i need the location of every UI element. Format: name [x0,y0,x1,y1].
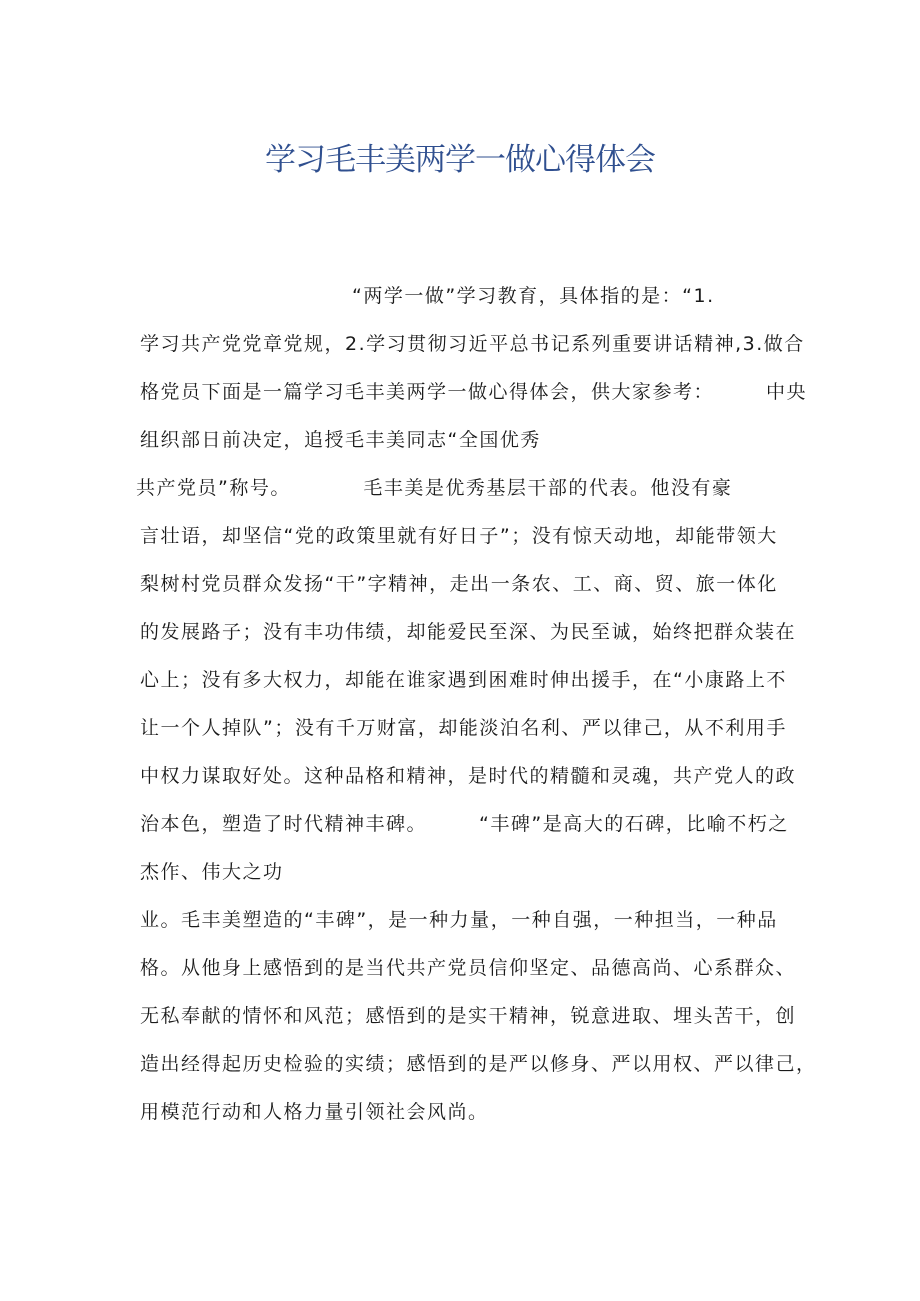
body-line-17: 造出经得起历史检验的实绩；感悟到的是严以修身、严以用权、严以律己， [140,1053,817,1075]
body-line-14: 业。毛丰美塑造的“丰碑”，是一种力量，一种自强，一种担当，一种品 [140,909,778,931]
body-line-15: 格。从他身上感悟到的是当代共产党员信仰坚定、品德高尚、心系群众、 [140,957,797,979]
body-line-10: 让一个人掉队”；没有千万财富，却能淡泊名利、严以律己，从不利用手 [140,717,787,739]
body-line-3: 格党员下面是一篇学习毛丰美两学一做心得体会，供大家参考： 中央 [140,381,808,403]
body-line-8: 的发展路子；没有丰功伟绩，却能爱民至深、为民至诚，始终把群众装在 [140,621,797,643]
body-line-1: “两学一做”学习教育，具体指的是：“1. [352,285,715,307]
body-line-2: 学习共产党党章党规，2.学习贯彻习近平总书记系列重要讲话精神,3.做合 [140,333,805,355]
body-line-11: 中权力谋取好处。这种品格和精神，是时代的精髓和灵魂，共产党人的政 [140,765,797,787]
body-line-16: 无私奉献的情怀和风范；感悟到的是实干精神，锐意进取、埋头苦干，创 [140,1005,797,1027]
body-line-18: 用模范行动和人格力量引领社会风尚。 [140,1101,489,1123]
body-line-13: 杰作、伟大之功 [140,861,284,883]
body-line-7: 梨树村党员群众发扬“干”字精神，走出一条农、工、商、贸、旅一体化 [140,573,778,595]
body-line-4: 组织部日前决定，追授毛丰美同志“全国优秀 [140,429,541,451]
body-line-5: 共产党员”称号。 毛丰美是优秀基层干部的代表。他没有豪 [136,477,733,499]
document-title: 学习毛丰美两学一做心得体会 [265,142,655,178]
body-line-12: 治本色，塑造了时代精神丰碑。 “丰碑”是高大的石碑，比喻不朽之 [140,813,789,835]
body-line-9: 心上；没有多大权力，却能在谁家遇到困难时伸出援手，在“小康路上不 [140,669,787,691]
body-line-6: 言壮语，却坚信“党的政策里就有好日子”；没有惊天动地，却能带领大 [140,525,778,547]
